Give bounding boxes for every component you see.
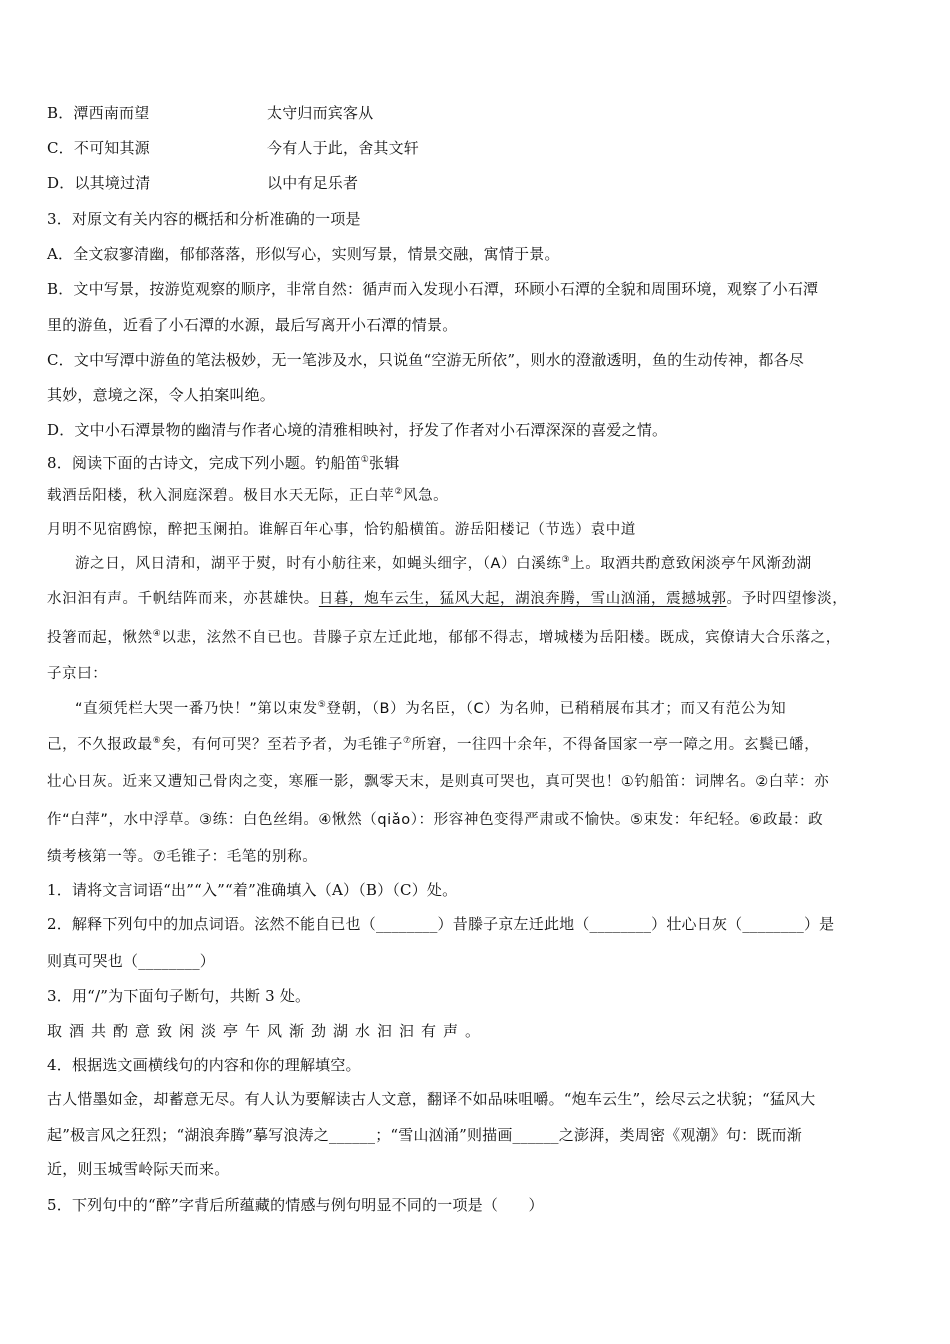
passage-p1-line4: 子京曰： — [47, 666, 108, 682]
footnote-marker-6: ⑥ — [152, 736, 162, 747]
passage-p1-line2 — [47, 589, 907, 609]
subquestion-2-line2: 则真可哭也（________） — [47, 952, 216, 970]
poem-line-1-a: 载酒岳阳楼，秋入洞庭深碧。极目水天无际，正白苹 — [47, 488, 395, 504]
question-3-option-c-line2: 其妙，意境之深，令人拍案叫绝。 — [47, 386, 276, 404]
passage-text: 登朝，（B）为名臣，（C）为名帅，已稍稍展布其才；而又有范公为知 — [326, 701, 787, 717]
subquestion-3: 3．用“/”为下面句子断句，共断 3 处。 — [47, 987, 311, 1005]
option-b-left: B．潭西南而望 — [47, 104, 150, 122]
passage-text: “直须凭栏大哭一番乃快！”第以束发 — [75, 701, 318, 717]
option-b-row — [47, 103, 907, 123]
poem-line-2: 月明不见宿鸥惊，醉把玉阑拍。谁解百年心事，恰钓船横笛。游岳阳楼记（节选）袁中道 — [47, 522, 636, 538]
option-c-right: 今有人于此，舍其文轩 — [267, 139, 420, 157]
subquestion-4-line3: 近，则玉城雪岭际天而来。 — [47, 1160, 230, 1178]
footnote-marker-1: ① — [360, 455, 370, 465]
subquestion-3-sentence: 取酒共酌意致闲淡亭午风渐劲湖水汩汩有声。 — [47, 1022, 488, 1040]
passage-p2-line3: 壮心日灰。近来又遭知己骨肉之变，寒雁一影，飘零天末，是则真可哭也，真可哭也！①钓船笛：词牌名。②白苹：亦 — [47, 774, 830, 790]
poem-line-1 — [47, 486, 907, 506]
passage-p1-line3 — [47, 628, 907, 648]
footnote-marker-7: ⑦ — [402, 736, 412, 747]
passage-text: 投箸而起，愀然 — [47, 630, 153, 646]
passage-p2-line5: 绩考核第一等。⑦毛锥子：毛笔的别称。 — [47, 849, 318, 865]
subquestion-4-line2: 起”极言风之狂烈；“湖浪奔腾”摹写浪涛之______；“雪山汹涌”则描画______之澎湃，类周密《观潮》句：既而渐 — [47, 1126, 802, 1144]
footnote-marker-3: ③ — [561, 555, 571, 566]
subquestion-5: 5．下列句中的“醉”字背后所蕴藏的情感与例句明显不同的一项是（ ） — [47, 1196, 544, 1214]
footnote-marker-5: ⑤ — [317, 700, 327, 711]
question-3-option-d: D．文中小石潭景物的幽清与作者心境的清雅相映衬，抒发了作者对小石潭深深的喜爱之情。 — [47, 421, 668, 439]
passage-text: 以悲，泫然不自已也。昔滕子京左迁此地，郁郁不得志，增城楼为岳阳楼。既成，宾僚请大合乐落之， — [161, 630, 841, 646]
passage-p2-line2 — [47, 735, 907, 755]
question-3-option-b-line2: 里的游鱼，近看了小石潭的水源，最后写离开小石潭的情景。 — [47, 316, 458, 334]
option-c-left: C．不可知其源 — [47, 139, 150, 157]
question-3-option-b-line1: B．文中写景，按游览观察的顺序，非常自然：循声而入发现小石潭，环顾小石潭的全貌和周围环境，观察了小石潭 — [47, 280, 819, 298]
option-d-right: 以中有足乐者 — [267, 174, 359, 192]
question-3-stem: 3．对原文有关内容的概括和分析准确的一项是 — [47, 210, 361, 228]
poem-line-1-b: 风急。 — [402, 488, 449, 504]
footnote-marker-2: ② — [394, 487, 403, 498]
subquestion-1: 1．请将文言词语“出”“入”“着”准确填入（A）（B）（C）处。 — [47, 881, 458, 899]
passage-text: 游之日，风日清和，湖平于熨，时有小舫往来，如蝇头细字，（A）白溪练 — [75, 556, 562, 572]
question-3-option-a: A．全文寂寥清幽，郁郁落落，形似写心，实则写景，情景交融，寓情于景。 — [47, 245, 560, 263]
subquestion-4-line1: 古人惜墨如金，却蓄意无尽。有人认为要解读古人文意，翻译不如品味咀嚼。“炮车云生”，绘尽云之状貌；“猛风大 — [47, 1090, 816, 1108]
passage-text: 。予时四望惨淡， — [726, 591, 848, 607]
question-3-option-c-line1: C．文中写潭中游鱼的笔法极妙，无一笔涉及水，只说鱼“空游无所依”，则水的澄澈透明，鱼的生动传神，都各尽 — [47, 351, 805, 369]
question-8-stem: 8．阅读下面的古诗文，完成下列小题。钓船笛 — [47, 454, 361, 472]
option-b-right: 太守归而宾客从 — [267, 104, 374, 122]
subquestion-4: 4．根据选文画横线句的内容和你的理解填空。 — [47, 1056, 361, 1074]
passage-text: 矣，有何可哭？至若予者，为毛锥子 — [161, 737, 403, 753]
passage-text: 己，不久报政最 — [47, 737, 153, 753]
option-c-row — [47, 138, 907, 158]
subquestion-2-line1: 2．解释下列句中的加点词语。泫然不能自已也（________）昔滕子京左迁此地（________）壮心日灰（________）是 — [47, 915, 835, 933]
passage-p2-line4: 作“白萍”，水中浮草。③练：白色丝绢。④愀然（qiǎo）：形容神色变得严肃或不愉快。⑤束发：年纪轻。⑥政最：政 — [47, 812, 824, 828]
passage-text: 水汩汩有声。千帆结阵而来，亦甚雄快。 — [47, 591, 319, 607]
option-d-row — [47, 173, 907, 193]
passage-text: 所窘，一往四十余年，不得备国家一亭一障之用。玄鬓已皤， — [411, 737, 820, 753]
underlined-sentence: 日暮，炮车云生，猛风大起，湖浪奔腾，雪山汹涌，震撼城郭 — [318, 591, 727, 607]
poem-author: 张辑 — [369, 454, 400, 472]
passage-text: 上。取酒共酌意致闲淡亭午风渐劲湖 — [570, 556, 812, 572]
passage-p2-line1 — [75, 699, 915, 719]
question-8-heading — [47, 453, 907, 473]
option-d-left: D．以其境过清 — [47, 174, 151, 192]
passage-p1-line1 — [75, 554, 915, 574]
footnote-marker-4: ④ — [152, 629, 162, 640]
